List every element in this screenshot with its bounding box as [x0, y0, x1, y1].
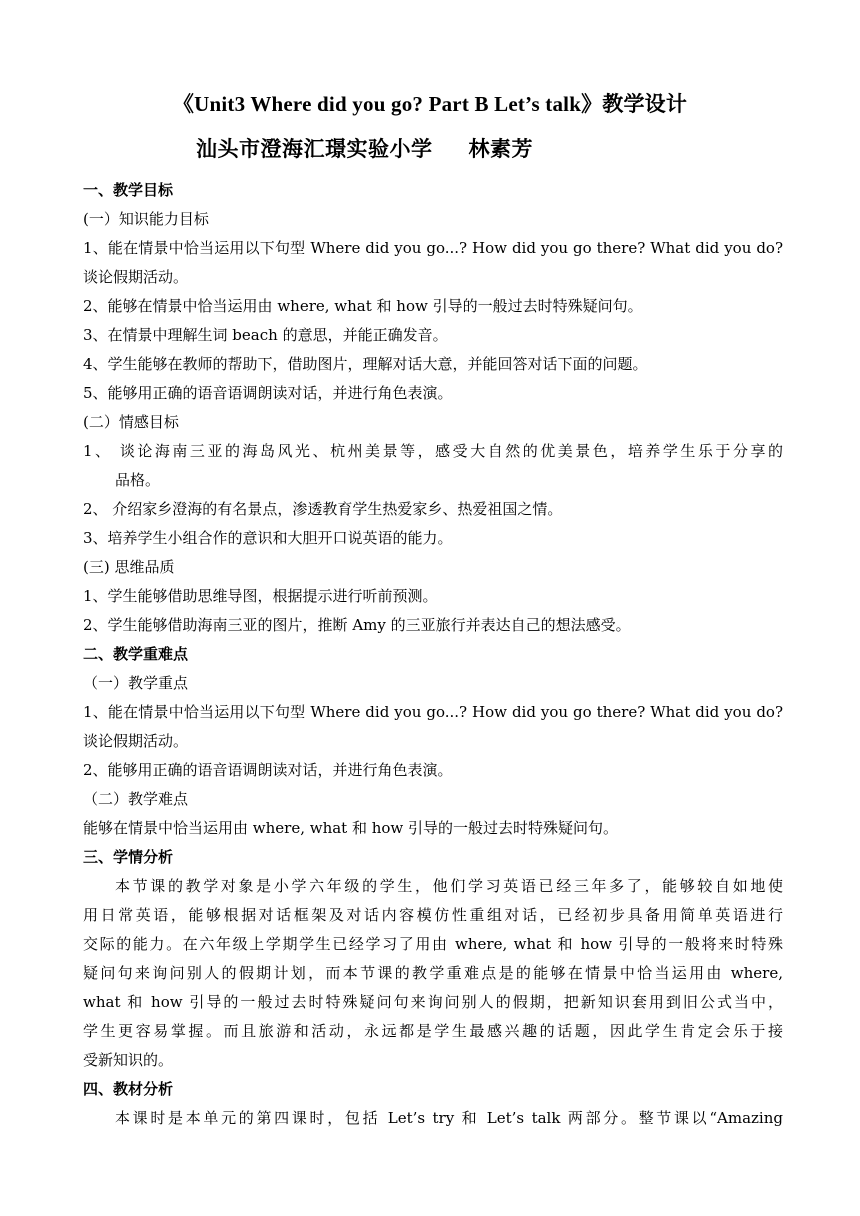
document-body	[83, 176, 783, 1133]
paragraph-line: 1、 谈论海南三亚的海岛风光、杭州美景等，感受大自然的优美景色，培养学生乐于分享的	[83, 442, 783, 460]
paragraph-line: 1、能在情景中恰当运用以下句型 Where did you go...? How did you go there? What did you do?	[83, 239, 783, 257]
paragraph-line: 用日常英语，能够根据对话框架及对话内容模仿性重组对话，已经初步具备用简单英语进行	[83, 906, 783, 924]
paragraph-line: 3、在情景中理解生词 beach 的意思，并能正确发音。	[83, 326, 448, 344]
paragraph-line: 受新知识的。	[83, 1051, 174, 1069]
paragraph-line: （一）教学重点	[83, 674, 189, 692]
paragraph-line: 谈论假期活动。	[83, 732, 189, 750]
paragraph-line: 疑问句来询问别人的假期计划，而本节课的教学重难点是的能够在情景中恰当运用由 where,	[83, 964, 783, 982]
paragraph-line: (二）情感目标	[83, 413, 179, 431]
paragraph-line: 2、学生能够借助海南三亚的图片，推断 Amy 的三亚旅行并表达自己的想法感受。	[83, 616, 631, 634]
paragraph-line: 1、能在情景中恰当运用以下句型 Where did you go...? How did you go there? What did you do?	[83, 703, 783, 721]
paragraph-line: 2、 介绍家乡澄海的有名景点，渗透教育学生热爱家乡、热爱祖国之情。	[83, 500, 563, 518]
author-line	[196, 133, 533, 163]
paragraph-line: 3、培养学生小组合作的意识和大胆开口说英语的能力。	[83, 529, 453, 547]
paragraph-line: 1、学生能够借助思维导图，根据提示进行听前预测。	[83, 587, 438, 605]
section-heading: 三、学情分析	[83, 848, 174, 866]
paragraph-line: 2、能够用正确的语音语调朗读对话，并进行角色表演。	[83, 761, 453, 779]
document-title: 《Unit3 Where did you go? Part B Let’s talk》教学设计	[172, 92, 688, 116]
author-name: 林素芳	[468, 136, 533, 161]
school-name: 汕头市澄海汇璟实验小学	[196, 136, 433, 161]
paragraph-line: 本课时是本单元的第四课时，包括 Let’s try 和 Let’s talk 两部分。整节课以“Amazing	[115, 1109, 783, 1127]
paragraph-line: 2、能够在情景中恰当运用由 where, what 和 how 引导的一般过去时特殊疑问句。	[83, 297, 643, 315]
paragraph-line: 能够在情景中恰当运用由 where, what 和 how 引导的一般过去时特殊疑问句。	[83, 819, 619, 837]
section-heading: 四、教材分析	[83, 1080, 174, 1098]
paragraph-line: (三) 思维品质	[83, 558, 175, 576]
section-heading: 二、教学重难点	[83, 645, 189, 663]
paragraph-line: what 和 how 引导的一般过去时特殊疑问句来询问别人的假期，把新知识套用到旧公式当中，	[83, 993, 783, 1011]
section-heading: 一、教学目标	[83, 181, 174, 199]
paragraph-line: (一）知识能力目标	[83, 210, 209, 228]
paragraph-line: 本节课的教学对象是小学六年级的学生，他们学习英语已经三年多了，能够较自如地使	[115, 877, 783, 895]
paragraph-line: 5、能够用正确的语音语调朗读对话，并进行角色表演。	[83, 384, 453, 402]
paragraph-line: 交际的能力。在六年级上学期学生已经学习了用由 where, what 和 how 引导的一般将来时特殊	[83, 935, 783, 953]
paragraph-line: 谈论假期活动。	[83, 268, 189, 286]
paragraph-line: （二）教学难点	[83, 790, 189, 808]
paragraph-line: 4、学生能够在教师的帮助下，借助图片，理解对话大意，并能回答对话下面的问题。	[83, 355, 648, 373]
paragraph-line: 学生更容易掌握。而且旅游和活动，永远都是学生最感兴趣的话题，因此学生肯定会乐于接	[83, 1022, 783, 1040]
paragraph-line: 品格。	[115, 471, 161, 489]
